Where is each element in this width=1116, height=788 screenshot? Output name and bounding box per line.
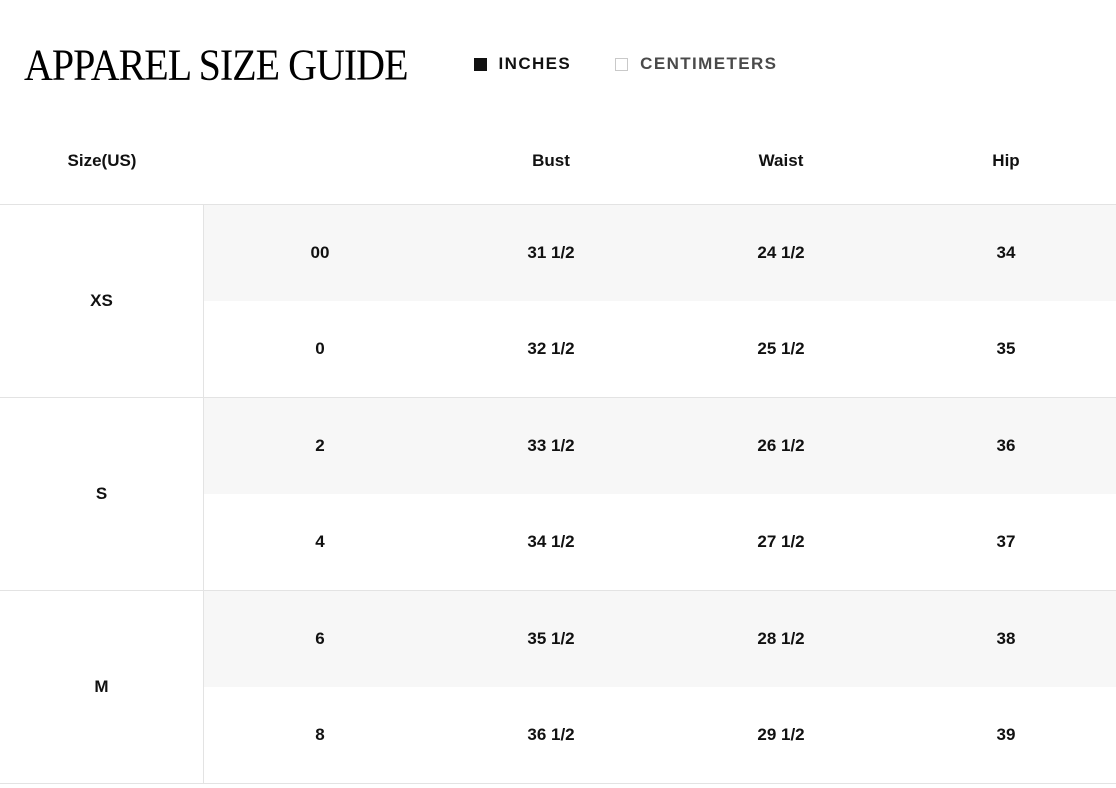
cell-bust: 32 1/2 [527, 339, 575, 358]
filled-square-icon [474, 58, 487, 71]
unit-option-inches-label: INCHES [498, 54, 572, 73]
cell-bust: 35 1/2 [527, 629, 575, 648]
size-chart-table [0, 118, 1116, 784]
size-group-s [0, 398, 1116, 591]
size-group-xs [0, 205, 1116, 398]
cell-waist: 24 1/2 [757, 243, 805, 262]
cell-number: 0 [315, 339, 325, 358]
unit-option-centimeters-label: CENTIMETERS [640, 54, 778, 73]
table-row [204, 687, 1116, 783]
cell-waist: 29 1/2 [757, 725, 805, 744]
unit-option-centimeters[interactable] [615, 54, 777, 74]
cell-number: 2 [315, 436, 325, 455]
unit-toggle-group [474, 54, 778, 76]
cell-hip: 34 [996, 243, 1016, 262]
cell-hip: 36 [996, 436, 1016, 455]
column-header-hip: Hip [992, 151, 1020, 170]
page-header [0, 0, 1116, 94]
cell-hip: 35 [996, 339, 1016, 358]
cell-bust: 33 1/2 [527, 436, 575, 455]
size-group-m [0, 591, 1116, 784]
column-header-bust: Bust [532, 151, 570, 170]
table-row [204, 301, 1116, 397]
cell-number: 8 [315, 725, 325, 744]
cell-number: 00 [310, 243, 330, 262]
table-row [204, 398, 1116, 494]
size-group-label: S [0, 398, 204, 590]
cell-waist: 27 1/2 [757, 532, 805, 551]
size-group-label: XS [0, 205, 204, 397]
column-header-waist: Waist [758, 151, 804, 170]
cell-waist: 26 1/2 [757, 436, 805, 455]
column-header-size: Size(US) [67, 151, 137, 170]
page-title: APPAREL SIZE GUIDE [24, 39, 408, 90]
cell-hip: 39 [996, 725, 1016, 744]
cell-waist: 25 1/2 [757, 339, 805, 358]
cell-bust: 36 1/2 [527, 725, 575, 744]
table-body [0, 204, 1116, 784]
empty-square-icon [615, 58, 628, 71]
cell-number: 6 [315, 629, 325, 648]
cell-hip: 38 [996, 629, 1016, 648]
cell-bust: 34 1/2 [527, 532, 575, 551]
table-row [204, 205, 1116, 301]
cell-hip: 37 [996, 532, 1016, 551]
table-row [204, 494, 1116, 590]
cell-waist: 28 1/2 [757, 629, 805, 648]
cell-number: 4 [315, 532, 325, 551]
table-header-row [0, 118, 1116, 204]
table-row [204, 591, 1116, 687]
cell-bust: 31 1/2 [527, 243, 575, 262]
size-group-label: M [0, 591, 204, 783]
unit-option-inches[interactable] [474, 54, 572, 74]
